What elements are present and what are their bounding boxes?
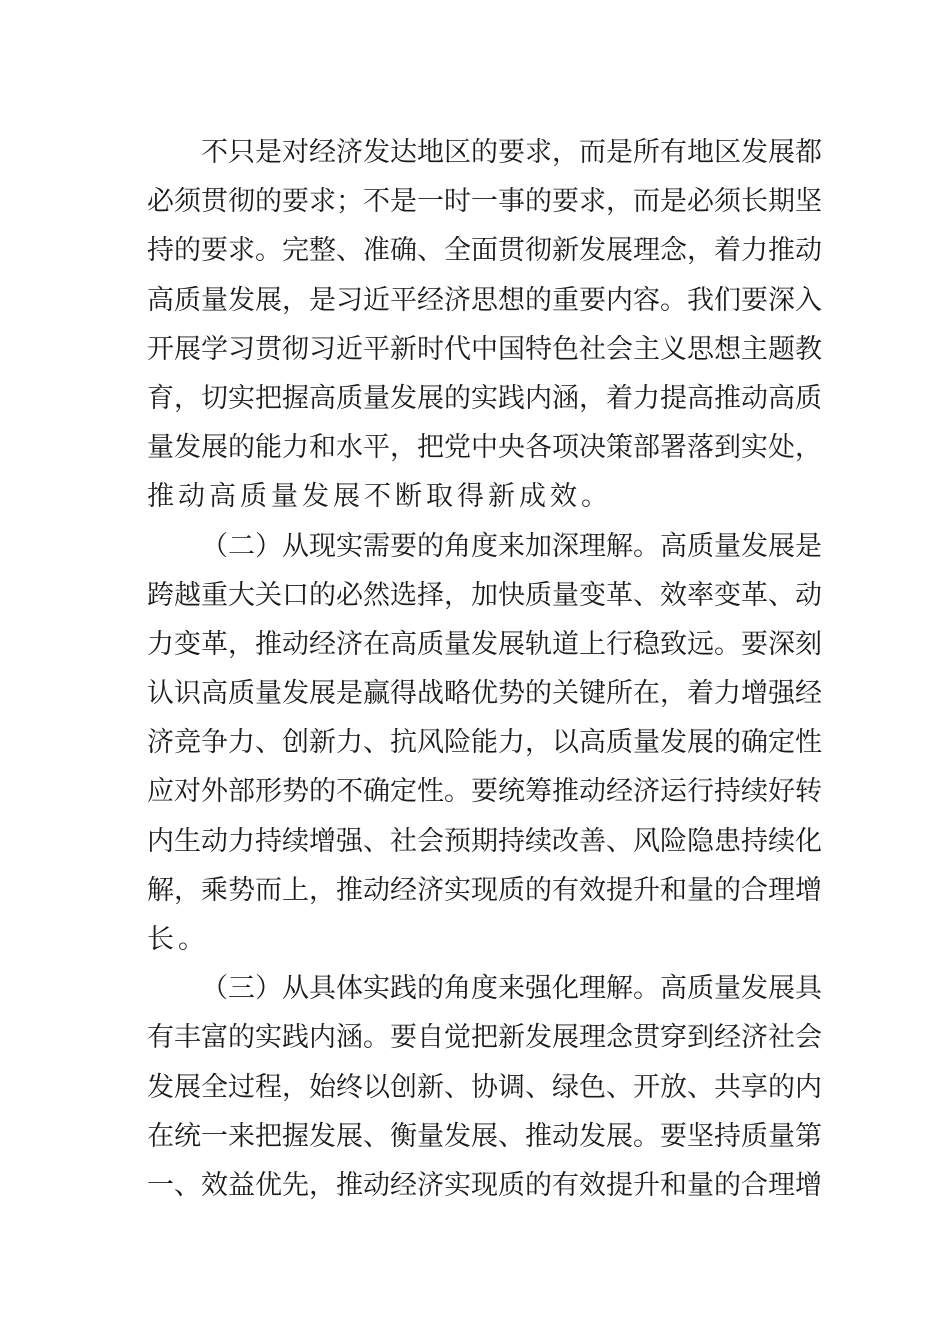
text-line: 必须贯彻的要求；不是一时一事的要求，而是必须长期坚 [147, 186, 822, 218]
text-line: （三）从具体实践的角度来强化理解。高质量发展具 [201, 973, 822, 1005]
text-line: 有丰富的实践内涵。要自觉把新发展理念贯穿到经济社会 [147, 1022, 822, 1054]
text-line: 高质量发展，是习近平经济思想的重要内容。我们要深入 [147, 284, 822, 316]
text-line: 发展全过程，始终以创新、协调、绿色、开放、共享的内 [147, 1071, 822, 1103]
paragraph-1 [147, 128, 822, 522]
text-line: 力变革，推动经济在高质量发展轨道上行稳致远。要深刻 [147, 628, 822, 660]
text-line: 应对外部形势的不确定性。要统筹推动经济运行持续好转 [147, 776, 822, 808]
text-line: 跨越重大关口的必然选择，加快质量变革、效率变革、动 [147, 579, 822, 611]
text-line: 长。 [147, 924, 209, 955]
text-line: 解，乘势而上，推动经济实现质的有效提升和量的合理增 [147, 874, 822, 906]
text-line: 一、效益优先，推动经济实现质的有效提升和量的合理增 [147, 1169, 822, 1201]
paragraph-2 [147, 522, 822, 965]
body-text [147, 128, 822, 1210]
text-line: 量发展的能力和水平，把党中央各项决策部署落到实处， [147, 432, 822, 464]
paragraph-3 [147, 964, 822, 1210]
text-line: 开展学习贯彻习近平新时代中国特色社会主义思想主题教 [147, 333, 822, 365]
text-line: 持的要求。完整、准确、全面贯彻新发展理念，着力推动 [147, 235, 822, 267]
text-line: 济竞争力、创新力、抗风险能力，以高质量发展的确定性 [147, 727, 822, 759]
text-line: 育，切实把握高质量发展的实践内涵，着力提高推动高质 [147, 382, 822, 414]
text-line: 内生动力持续增强、社会预期持续改善、风险隐患持续化 [147, 825, 822, 857]
text-line: 推动高质量发展不断取得新成效。 [147, 481, 612, 513]
text-line: 不只是对经济发达地区的要求，而是所有地区发展都 [201, 137, 822, 168]
text-line: 在统一来把握发展、衡量发展、推动发展。要坚持质量第 [147, 1120, 822, 1152]
text-line: 认识高质量发展是赢得战略优势的关键所在，着力增强经 [147, 678, 822, 710]
text-line: （二）从现实需要的角度来加深理解。高质量发展是 [201, 530, 822, 562]
